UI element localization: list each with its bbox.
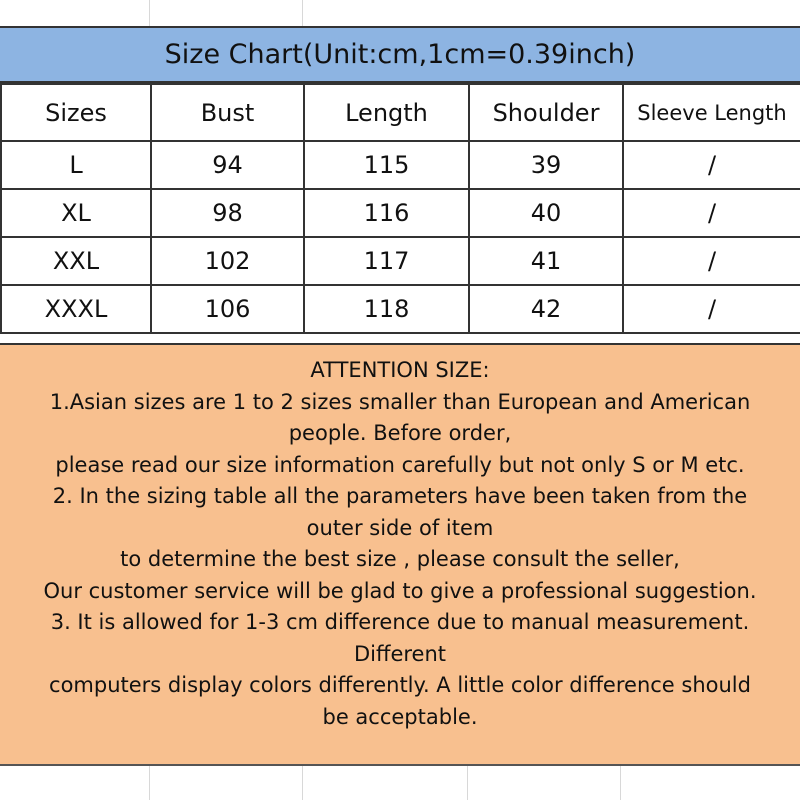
- note-line: Our customer service will be glad to give a professional suggestion.: [43, 578, 757, 603]
- grid-line: [302, 0, 303, 26]
- cell: XXL: [1, 237, 151, 285]
- table-row: [1, 141, 800, 189]
- cell: 42: [469, 285, 623, 333]
- note-line: please read our size information carefully but not only S or M etc.: [55, 452, 745, 477]
- cell: 40: [469, 189, 623, 237]
- grid-line: [467, 766, 468, 800]
- attention-note: [0, 343, 800, 766]
- size-table: [0, 83, 800, 334]
- note-line: outer side of item: [306, 515, 494, 540]
- cell: /: [623, 237, 800, 285]
- cell: XL: [1, 189, 151, 237]
- cell: 117: [304, 237, 469, 285]
- note-line: 3. It is allowed for 1-3 cm difference due to manual measurement.: [50, 610, 750, 634]
- table-row: [1, 189, 800, 237]
- grid-line: [149, 0, 150, 26]
- cell: /: [623, 285, 800, 333]
- cell: /: [623, 141, 800, 189]
- cell: 98: [151, 189, 304, 237]
- table-row: [1, 237, 800, 285]
- header-sleeve-length: Sleeve Length: [623, 84, 800, 141]
- cell: 115: [304, 141, 469, 189]
- grid-line: [149, 766, 150, 800]
- cell: 41: [469, 237, 623, 285]
- cell: /: [623, 189, 800, 237]
- note-line: computers display colors differently. A little color difference should: [49, 673, 751, 697]
- header-row: [1, 84, 800, 141]
- note-line: 2. In the sizing table all the parameters have been taken from the: [52, 484, 748, 508]
- cell: 39: [469, 141, 623, 189]
- table-row: [1, 285, 800, 333]
- cell: L: [1, 141, 151, 189]
- cell: 94: [151, 141, 304, 189]
- header-length: Length: [304, 84, 469, 141]
- grid-line: [620, 766, 621, 800]
- note-line: people. Before order,: [288, 421, 512, 445]
- cell: 106: [151, 285, 304, 333]
- note-line: 1.Asian sizes are 1 to 2 sizes smaller than European and American: [49, 389, 751, 414]
- header-shoulder: Shoulder: [469, 84, 623, 141]
- cell: 116: [304, 189, 469, 237]
- chart-title: Size Chart(Unit:cm,1cm=0.39inch): [0, 26, 800, 83]
- header-sizes: Sizes: [1, 84, 151, 141]
- note-line: be acceptable.: [322, 704, 478, 729]
- note-line: to determine the best size , please consult the seller,: [120, 547, 680, 571]
- header-bust: Bust: [151, 84, 304, 141]
- note-line: Different: [353, 641, 447, 666]
- cell: 118: [304, 285, 469, 333]
- grid-line: [302, 766, 303, 800]
- cell: XXXL: [1, 285, 151, 333]
- note-heading: ATTENTION SIZE:: [310, 358, 490, 382]
- cell: 102: [151, 237, 304, 285]
